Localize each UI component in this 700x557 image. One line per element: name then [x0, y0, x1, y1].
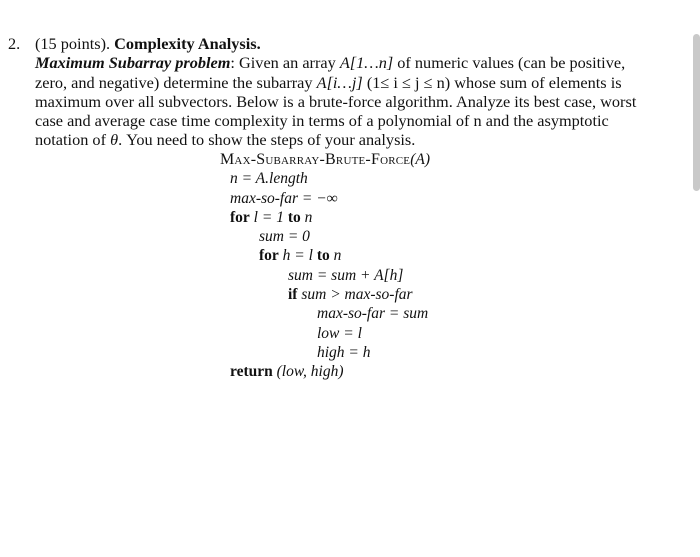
subarray-ref: A[i…j]: [316, 72, 363, 92]
kw-to: to: [287, 208, 301, 226]
loop-var: l = 1: [249, 208, 288, 226]
question-points: (15 points).: [35, 34, 111, 53]
loop-end: n: [300, 208, 313, 226]
algo-header: [220, 150, 430, 169]
theta-symbol: θ: [110, 130, 119, 150]
question-title: Complexity Analysis.: [114, 34, 261, 53]
algo-line-1: n = A.length: [230, 170, 308, 188]
problem-colon: :: [230, 53, 235, 73]
kw-for: for: [230, 208, 250, 226]
kw-to: to: [316, 247, 330, 265]
problem-text-2: of numeric values (can be positive, zero, and negative) determine the subarray: [35, 53, 626, 92]
question-number: 2.: [8, 34, 21, 53]
kw-if: if: [288, 286, 298, 304]
array-ref: A[1…n]: [339, 53, 394, 73]
algo-line-7: [220, 285, 430, 304]
algo-title: Max-Subarray-Brute-Force: [220, 151, 411, 168]
question-text: [35, 34, 658, 150]
problem-name: Maximum Subarray problem: [35, 53, 231, 73]
kw-return: return: [230, 363, 273, 381]
return-value: (low, high): [272, 363, 344, 381]
scrollbar-thumb[interactable]: [693, 34, 700, 191]
algo-line-3: [220, 208, 430, 227]
pseudocode: [220, 150, 430, 382]
if-condition: sum > max-so-far: [297, 286, 413, 304]
algo-line-9: low = l: [317, 324, 362, 342]
loop-end: n: [329, 247, 342, 265]
algo-line-4: sum = 0: [259, 228, 310, 246]
algo-line-11: [220, 362, 430, 381]
kw-for: for: [259, 247, 279, 265]
problem-text-4: . You need to show the steps of your analysis.: [118, 130, 416, 150]
algo-line-6: sum = sum + A[h]: [288, 266, 404, 284]
algo-line-10: high = h: [317, 343, 371, 361]
question-block: [8, 34, 658, 150]
loop-var: h = l: [278, 247, 317, 265]
range-ref: (1≤ i ≤ j ≤ n): [362, 72, 451, 92]
problem-text-3: whose sum of elements is maximum over all subvectors. Below is a brute-force algorithm. Analyze its best case, worst case and average case time complexity in terms of a polynomial of n and the asymptotic notation of: [35, 72, 637, 150]
problem-text-1: Given an array: [234, 53, 340, 73]
algo-param: (A): [410, 151, 430, 168]
algo-line-8: max-so-far = sum: [317, 305, 429, 323]
algo-line-2: max-so-far = −∞: [230, 189, 338, 207]
algo-line-5: [220, 246, 430, 265]
